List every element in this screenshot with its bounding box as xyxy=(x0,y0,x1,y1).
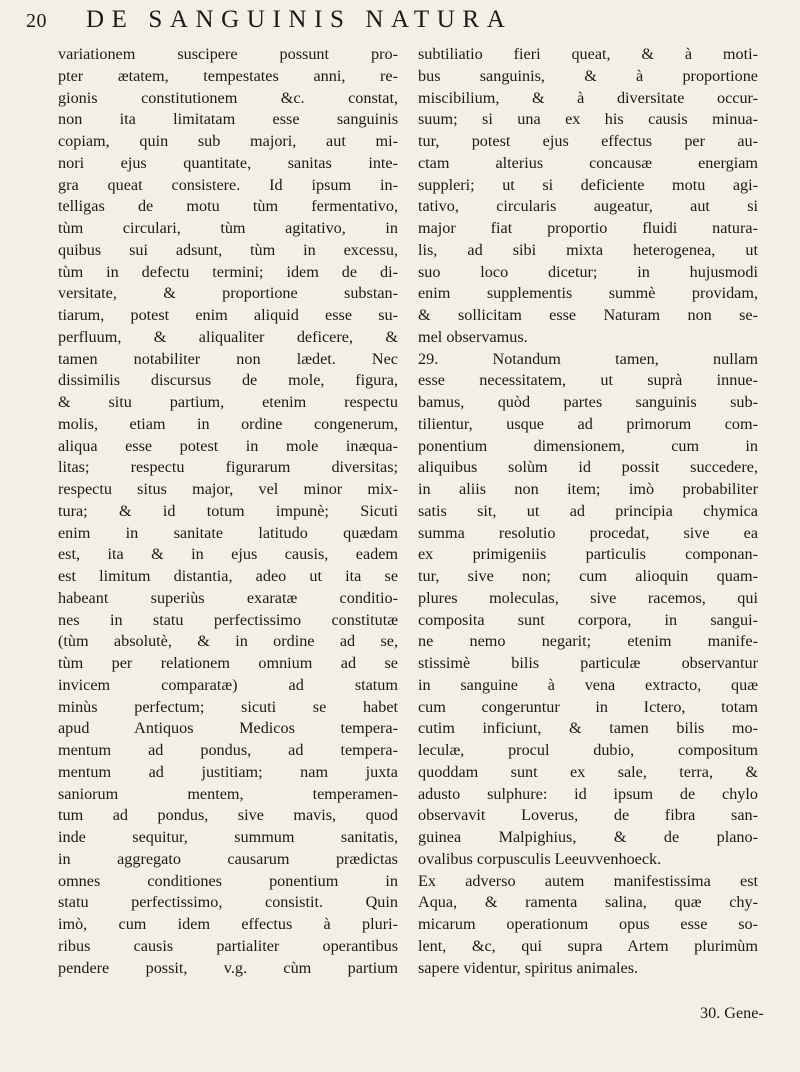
text-line: litas; respectu figurarum diversitas; xyxy=(58,458,398,477)
running-title: DE SANGUINIS NATURA xyxy=(86,6,513,33)
text-line: tamen notabiliter non lædet. Nec xyxy=(58,349,398,368)
text-line: plures moleculas, sive racemos, qui xyxy=(418,588,758,607)
text-line: enim in sanitate latitudo quædam xyxy=(58,523,398,542)
text-line: tilientur, usque ad primorum com- xyxy=(418,414,758,433)
text-line: cum congeruntur in Ictero, totam xyxy=(418,697,758,716)
text-line: invicem comparatæ) ad statum xyxy=(58,675,398,694)
text-line: gionis constitutionem &c. constat, xyxy=(58,88,398,107)
text-line: est limitum distantia, adeo ut ita se xyxy=(58,567,398,585)
text-line: quoddam sunt ex sale, terra, & xyxy=(418,762,758,781)
text-line: observavit Loverus, de fibra san- xyxy=(418,806,758,825)
text-line: statu perfectissimo, consistit. Quin xyxy=(58,893,398,912)
text-line: tur, potest ejus effectus per au- xyxy=(418,132,758,150)
text-line: micarum operationum opus esse so- xyxy=(418,915,758,933)
text-line: tura; & id totum impunè; Sicuti xyxy=(58,501,398,520)
text-line: habeant superiùs exaratæ conditio- xyxy=(58,588,398,607)
catchword: 30. Gene- xyxy=(700,1004,764,1022)
text-line: tiarum, potest enim aliquid esse su- xyxy=(58,306,398,324)
text-line: esse necessitatem, ut suprà innue- xyxy=(418,371,758,390)
text-line: est, ita & in ejus causis, eadem xyxy=(58,545,398,564)
text-line: suum; si una ex his causis minua- xyxy=(418,110,758,129)
text-line: guinea Malpighius, & de plano- xyxy=(418,828,758,846)
text-line: versitate, & proportione substan- xyxy=(58,284,398,303)
text-line: tativo, circularis augeatur, aut si xyxy=(418,197,758,216)
text-line: tùm in defectu termini; idem de di- xyxy=(58,262,398,281)
text-line: aliqua esse potest in mole inæqua- xyxy=(58,436,398,455)
text-line: Aqua, & ramenta salina, quæ chy- xyxy=(418,893,758,912)
text-line: inde sequitur, summum sanitatis, xyxy=(58,828,398,846)
text-line: bus sanguinis, & à proportione xyxy=(418,66,758,85)
text-line: sapere videntur, spiritus animales. xyxy=(418,958,639,977)
text-line: stissimè bilis particulæ observantur xyxy=(418,654,758,672)
text-line: major fiat proportio fluidi natura- xyxy=(418,219,758,237)
text-line: perfluum, & aliqualiter deficere, & xyxy=(58,327,398,346)
text-line: minùs perfectum; sicuti se habet xyxy=(58,697,398,716)
text-line: composita sunt corpora, in sangui- xyxy=(418,610,758,629)
text-line: leculæ, procul dubio, compositum xyxy=(418,741,758,759)
text-line: (tùm absolutè, & in ordine ad se, xyxy=(58,632,398,651)
text-line: & situ partium, etenim respectu xyxy=(58,393,398,411)
text-line: omnes conditiones ponentium in xyxy=(58,871,398,890)
text-line: aliquibus solùm id possit succedere, xyxy=(418,458,758,477)
text-line: tum ad pondus, sive mavis, quod xyxy=(58,806,398,825)
text-line: tùm circulari, tùm agitativo, in xyxy=(58,219,398,237)
text-line: summa resolutio procedat, sive ea xyxy=(418,523,758,542)
page-number: 20 xyxy=(26,10,47,32)
running-head xyxy=(26,6,770,38)
text-line: quibus sui adsunt, tùm in excessu, xyxy=(58,240,398,259)
text-line: mentum ad justitiam; nam juxta xyxy=(58,762,398,781)
text-line: pendere possit, v.g. cùm partium xyxy=(58,958,398,977)
text-line: in aliis non item; imò probabiliter xyxy=(418,480,758,498)
text-line: imò, cum idem effectus à pluri- xyxy=(58,915,398,933)
text-line: dissimilis discursus de mole, figura, xyxy=(58,371,398,390)
text-line: ne nemo negarit; etenim manife- xyxy=(418,632,758,651)
text-line: lis, ad sibi mixta heterogenea, ut xyxy=(418,240,758,259)
text-line: nes in statu perfectissimo constitutæ xyxy=(58,610,398,629)
text-line: lent, &c, qui supra Artem plurimùm xyxy=(418,936,758,955)
text-line: adusto sulphure: id ipsum de chylo xyxy=(418,784,758,803)
text-line: suo loco dicetur; in hujusmodi xyxy=(418,262,758,281)
text-line: tur, sive non; cum alioquin quam- xyxy=(418,567,758,585)
text-line: copiam, quin sub majori, aut mi- xyxy=(58,132,398,150)
text-line: 29. Notandum tamen, nullam xyxy=(418,349,758,368)
text-line: ribus causis partialiter operantibus xyxy=(58,936,398,955)
left-text-column xyxy=(58,44,398,979)
text-line: gra queat consistere. Id ipsum in- xyxy=(58,175,398,194)
text-line: enim supplementis summè providam, xyxy=(418,284,758,303)
text-line: telligas de motu tùm fermentativo, xyxy=(58,197,398,216)
text-line: subtiliatio fieri queat, & à moti- xyxy=(418,45,758,63)
text-line: satis sit, ut ad principia chymica xyxy=(418,501,758,520)
text-line: saniorum mentem, temperamen- xyxy=(58,784,398,803)
text-line: molis, etiam in ordine congenerum, xyxy=(58,414,398,433)
text-line: nori ejus quantitate, sanitas inte- xyxy=(58,153,398,172)
text-line: Ex adverso autem manifestissima est xyxy=(418,871,758,890)
text-line: suppleri; ut si deficiente motu agi- xyxy=(418,175,758,194)
text-line: tùm per relationem omnium ad se xyxy=(58,654,398,672)
text-line: ex primigeniis particulis componan- xyxy=(418,545,758,564)
text-line: in aggregato causarum prædictas xyxy=(58,849,398,868)
text-line: variationem suscipere possunt pro- xyxy=(58,45,398,63)
right-text-column xyxy=(418,44,758,979)
text-line: mentum ad pondus, ad tempera- xyxy=(58,741,398,759)
text-line: ctam alterius concausæ energiam xyxy=(418,153,758,172)
text-line: mel observamus. xyxy=(418,327,528,346)
text-line: ovalibus corpusculis Leeuvvenhoeck. xyxy=(418,849,662,868)
text-line: apud Antiquos Medicos tempera- xyxy=(58,719,398,738)
text-line: & sollicitam esse Naturam non se- xyxy=(418,306,758,324)
text-line: pter ætatem, tempestates anni, re- xyxy=(58,66,398,85)
text-line: bamus, quòd partes sanguinis sub- xyxy=(418,393,758,411)
text-line: in sanguine à vena extracto, quæ xyxy=(418,675,758,694)
text-line: miscibilium, & à diversitate occur- xyxy=(418,88,758,107)
text-line: cutim inficiunt, & tamen bilis mo- xyxy=(418,719,758,738)
text-line: non ita limitatam esse sanguinis xyxy=(58,110,398,129)
text-line: ponentium dimensionem, cum in xyxy=(418,436,758,455)
text-line: respectu situs major, vel minor mix- xyxy=(58,480,398,498)
